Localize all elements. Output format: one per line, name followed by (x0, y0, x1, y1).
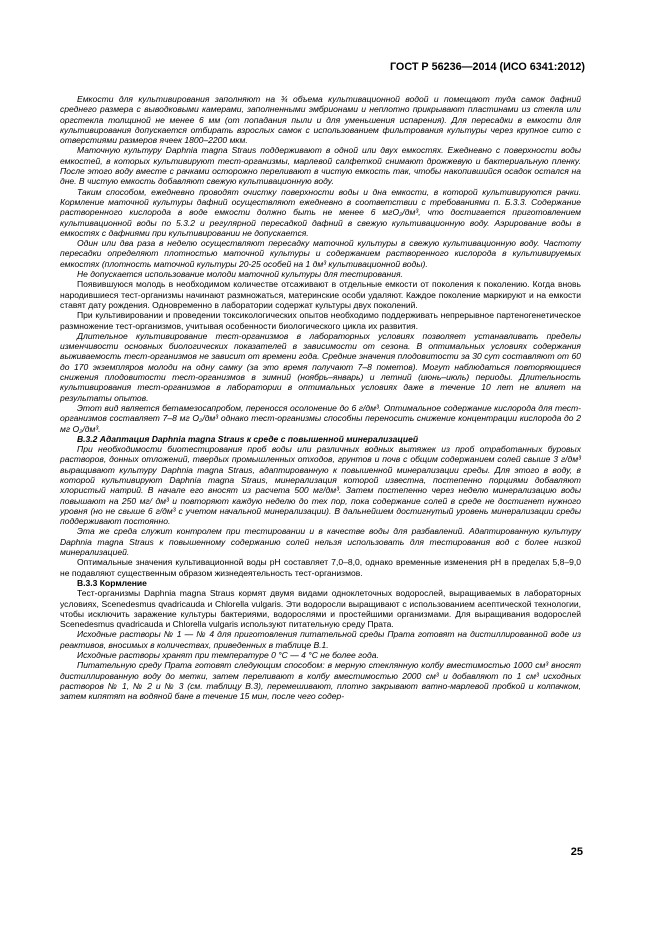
paragraph: Маточную культуру Daphnia magna Straus поддерживают в одной или двух емкостях. Ежедневно с поверхности воды емкостей, в которых культивируют тест-организмы, марлевой салфеткой снимают дрожжевую и бактериальную пленку. После этого воду вместе с рачками осторожно переливают в чистую емкость так, чтобы накопившийся осадок остался на дне. В чистую емкость добавляют свежую культивационную воду. (60, 145, 581, 187)
paragraph: Эта же среда служит контролем при тестировании и в качестве воды для разбавлений. Адаптированную культуру Daphnia magna Straus к повышенному содержанию солей нельзя использовать для тестирования вод с более низкой минерализацией. (60, 526, 581, 558)
paragraph: Исходные растворы хранят при температуре 0 °С — 4 °С не более года. (77, 650, 379, 661)
paragraph: Таким способом, ежедневно проводят очистку поверхности воды и дна емкости, в которой культивируются рачки. Кормление маточной культуры дафний осуществляют ежедневно в соответствии с требованиями п. Б.3.3. Содержание растворенного кислорода в воде емкости должно быть не менее 6 мгO₂/дм³, что достигается приготовлением культивационной воды по 5.3.2 и регулярной пересадкой дафний в свежую культивационную воду. Аэрирование воды в емкостях с дафниями при культивировании не допускается. (60, 186, 581, 238)
page-number: 25 (570, 846, 583, 858)
paragraph: Тест-организмы Daphnia magna Straus кормят двумя видами одноклеточных водорослей, выращиваемых в лабораторных условиях, Scenedesmus qvadricauda и Chlorella vulgaris. Эти водоросли выращивают с использованием асептической технологии, чтобы исключить заражение культуры бактериями, водорослями и простейшими организмами. Для выращивания водорослей Scenedesmus qvadricauda и Chlorella vulgaris используют питательную среду Прата. (60, 588, 581, 630)
paragraph: Один или два раза в неделю осуществляют пересадку маточной культуры в свежую культивационную воду. Частоту пересадки определяют плотностью маточной культуры и содержанием растворенного кислорода в культивируемых емкостях (плотность маточной культуры 20-25 особей на 1 дм³ культивационной воды). (60, 238, 581, 269)
paragraph: При необходимости биотестирования проб воды или различных водных вытяжек из проб отработанных буровых растворов, донных отложений, твердых промышленных отходов, грунтов и почв с общим содержанием солей свыше 3 г/дм³ выращивают культуру Daphnia magna Straus, адаптированную к повышенной минерализации среды. Для этого в воду, в которой культивируют Daphnia magna Straus, минерализация которой известна, постепенно порциями добавляют хлористый натрий. В начале его вносят из расчета 500 мг/дм³. Затем постепенно через неделю минерализацию воды повышают на 250 мг/ дм³ и повторяют каждую неделю до тех пор, пока содержание солей в среде не достигнет нужного уровня (но не свыше 6 г/дм³ с учетом начальной минерализации). В дальнейшем достигнутый уровень минерализации среды поддерживают постоянно. (60, 444, 581, 527)
standard-header: ГОСТ Р 56236—2014 (ИСО 6341:2012) (389, 61, 585, 73)
paragraph: Емкости для культивирования заполняют на ¾ объема культивационной водой и помещают туда самок дафний среднего размера с выводковыми камерами, заполненными эмбрионами и неплотно прикрывают пластинами из стекла или оргстекла толщиной не менее 6 мм (от попадания пыли и для уменьшения испарения). Для пересадки в емкости для культивирования допускается отбирать взрослых самок с использованием фильтрования культуры через крупное сито с отверстиями размеров ячеек 1800–2200 мкм. (60, 94, 581, 146)
section-heading: В.3.3 Кормление (77, 577, 147, 588)
section-heading: В.3.2 Адаптация Daphnia magna Straus к среде с повышенной минерализацией (77, 433, 419, 444)
paragraph: Появившуюся молодь в необходимом количестве отсаживают в отдельные емкости от поколения к поколению. Когда вновь народившиеся тест-организмы начинают размножаться, материнские особи удаляют. Каждое поколение маркируют и на емкости ставят дату рождения. Одновременно в лаборатории содержат культуры двух поколений. (60, 279, 581, 310)
paragraph: Оптимальные значения культивационной воды рН составляет 7,0–8,0, однако временные изменения рН в пределах 5,8–9,0 не подавляют существенным образом жизнедеятельность тест-организмов. (60, 557, 581, 578)
paragraph: Не допускается использование молоди маточной культуры для тестирования. (77, 269, 403, 280)
paragraph: Питательную среду Прата готовят следующим способом: в мерную стеклянную колбу вместимостью 1000 см³ вносят дистиллированную воду до метки, затем переливают в колбу вместимостью 2000 см³ и добавляют по 1 см³ исходных растворов № 1, № 2 и № 3 (см. таблицу В.3), перемешивают, плотно закрывают ватно-марлевой пробкой и колпачком, затем кипятят на водяной бане в течение 15 мин, после чего содер- (60, 660, 581, 702)
paragraph: Этот вид является бетамезосапробом, переносся осолонение до 6 г/дм³. Оптимальное содержание кислорода для тест-организмов составляет 7–8 мг O₂/дм³ однако тест-организмы способны переносить снижение концентрации кислорода до 2 мг O₂/дм³. (60, 402, 581, 434)
paragraph: Исходные растворы № 1 — № 4 для приготовления питательной среды Прата готовят на дистиллированной воде из реактивов, вносимых в количествах, приведенных в таблице В.1. (60, 629, 581, 650)
paragraph: Длительное культивирование тест-организмов в лабораторных условиях позволяет устанавливать пределы изменчивости основных биологических показателей в зависимости от сезона. В оптимальных условиях содержания выживаемость тест-организмов не зависит от времени года. Средние значения плодовитости за 30 сут составляют от 60 до 170 экземпляров молоди на одну самку (за это время получают 7–8 пометов). Могут наблюдаться повторяющиеся снижения плодовитости тест-организмов в зимний (ноябрь–январь) и летний (июнь–июль) периоды. Длительность культивирования тест-организмов в лаборатории в оптимальных условиях даже в течение 10 лет не влияет на результаты опытов. (60, 330, 581, 403)
paragraph: При культивировании и проведении токсикологических опытов необходимо поддерживать непрерывное партеногенетическое размножение тест-организмов, учитывая особенности биологического цикла их развития. (60, 310, 581, 331)
document-body (60, 94, 581, 702)
